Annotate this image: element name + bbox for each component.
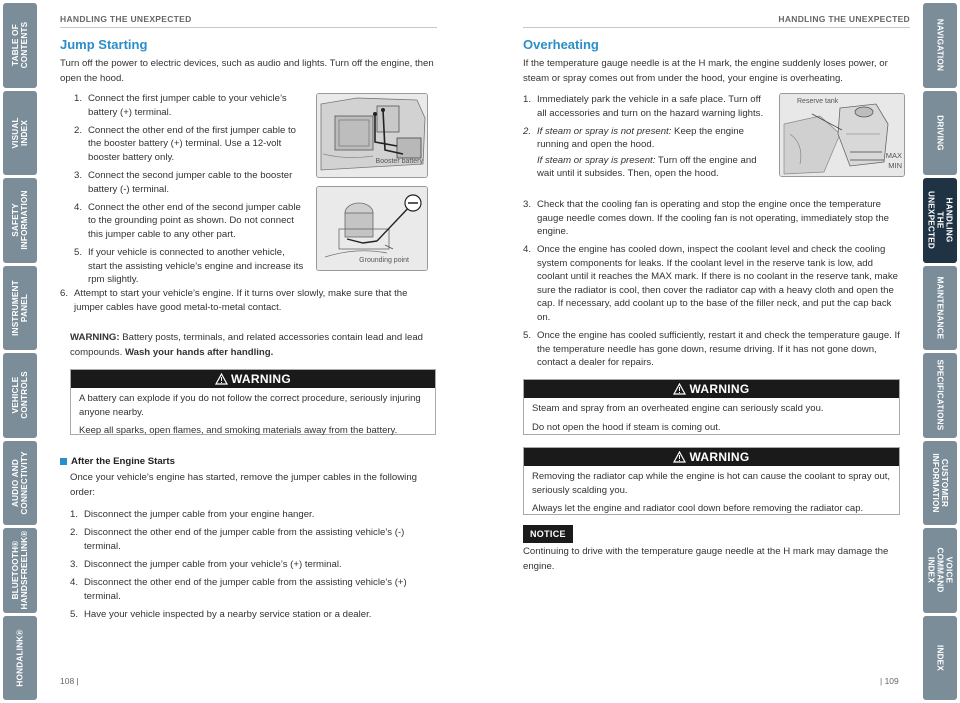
tab-label: TABLE OF CONTENTS xyxy=(11,21,29,69)
radiator-cap-warning-box xyxy=(523,447,900,515)
list-item: 1. Immediately park the vehicle in a safe place. Turn off all accessories and turn on the hazard warning lights. xyxy=(523,94,764,119)
booster-battery-figure xyxy=(316,93,428,178)
warning-text: A battery can explode if you do not follow the correct procedure, seriously injuring anyone nearby. xyxy=(79,393,421,418)
list-item: 1. Disconnect the jumper cable from your engine hanger. xyxy=(70,509,315,520)
booster-battery-caption: Booster battery xyxy=(375,158,423,165)
list-item: 2. Disconnect the other end of the jumper cable from the assisting vehicle’s (-) terminal. xyxy=(70,527,405,552)
warning-text: Removing the radiator cap while the engine is hot can cause the coolant to spray out, seriously scalding you. xyxy=(532,471,891,496)
overheating-intro: If the temperature gauge needle is at the H mark, the engine suddenly loses power, or steam or spray comes out from under the hood, your engine is overheating. xyxy=(523,58,888,84)
tab-voice-command-index[interactable] xyxy=(923,528,957,613)
overheating-steps-top xyxy=(523,93,771,186)
warning-triangle-icon xyxy=(673,383,686,395)
list-item: 4. Once the engine has cooled down, inspect the coolant level and check the cooling system components for leaks. If the coolant level in the reserve tank is low, add coolant until it reaches the MAX mark. If there is no coolant in the reserve tank, make sure the radiator is cool, then cover the radiator cap with a heavy cloth and open the cap. If necessary, add coolant up to the base of the filler neck, and put the cap back on. xyxy=(523,244,899,323)
warning-bar xyxy=(524,448,899,466)
grounding-point-figure xyxy=(316,186,428,271)
warning-triangle-icon xyxy=(215,373,228,385)
right-page-number: | 109 xyxy=(880,676,899,686)
list-item: 3. Connect the second jumper cable to the booster battery (-) terminal. xyxy=(74,170,293,195)
tab-safety-information[interactable] xyxy=(3,178,37,263)
warning-bar xyxy=(524,380,899,398)
right-section-tabs xyxy=(920,0,960,703)
note-emphasis: Wash your hands after handling. xyxy=(124,346,274,358)
tab-vehicle-controls[interactable] xyxy=(3,353,37,438)
tab-instrument-panel[interactable] xyxy=(3,266,37,351)
list-item: 5. Once the engine has cooled sufficiently, restart it and check the temperature gauge. If the temperature needle has gone down, resume driving. If it has not gone down, contact a dealer for repairs. xyxy=(523,330,900,369)
tab-label: INSTRUMENT PANEL xyxy=(11,279,29,336)
tab-label: SPECIFICATIONS xyxy=(935,359,945,431)
note-label: WARNING: xyxy=(70,332,120,343)
list-item: 4. Disconnect the other end of the jumper cable from the assisting vehicle’s (+) terminal. xyxy=(70,577,407,602)
overheating-title: Overheating xyxy=(523,37,599,52)
tab-label: SAFETY INFORMATION xyxy=(11,190,29,250)
list-item: 2. If steam or spray is not present: Keep the engine running and open the hood. xyxy=(523,125,744,151)
note-text: Battery posts, terminals, and related accessories contain lead and lead compounds. xyxy=(70,332,424,358)
list-item: 3. Disconnect the jumper cable from your vehicle’s (+) terminal. xyxy=(70,559,342,571)
tab-label: NAVIGATION xyxy=(935,19,945,72)
tab-handling-the-unexpected[interactable] xyxy=(923,178,957,263)
jump-starting-title: Jump Starting xyxy=(60,37,148,52)
list-item: 4. Connect the other end of the second jumper cable to the grounding point as shown. Do not connect this jumper cable to any other part. xyxy=(74,201,301,240)
reserve-tank-illustration xyxy=(780,94,905,177)
min-mark-caption: MIN xyxy=(888,161,902,170)
warning-text: Steam and spray from an overheated engine can seriously scald you. xyxy=(532,403,824,414)
tab-customer-information[interactable] xyxy=(923,441,957,526)
warning-label: WARNING xyxy=(689,450,750,464)
list-item: 2. Connect the other end of the first jumper cable to the booster battery (+) terminal. Use a 12-volt booster battery only. xyxy=(74,124,296,163)
warning-text: Do not open the hood if steam is coming out. xyxy=(532,421,721,433)
tab-visual-index[interactable] xyxy=(3,91,37,176)
tab-label: DRIVING xyxy=(935,114,945,151)
tab-label: MAINTENANCE xyxy=(935,276,945,340)
list-item: 1. Connect the first jumper cable to your vehicle’s battery (+) terminal. xyxy=(74,93,287,118)
tab-maintenance[interactable] xyxy=(923,266,957,351)
left-section-tabs xyxy=(0,0,40,703)
grounding-point-caption: Grounding point xyxy=(359,257,409,264)
battery-warning-box xyxy=(70,369,436,435)
list-item: If steam or spray is present: Turn off the engine and wait until it subsides. Then, open the hood. xyxy=(537,154,757,180)
tab-index[interactable] xyxy=(923,616,957,701)
tab-label: BLUETOOTH® HANDSFREELINK® xyxy=(11,530,29,610)
warning-text: Keep all sparks, open flames, and smoking materials away from the battery. xyxy=(79,425,398,436)
list-item: 5. Have your vehicle inspected by a nearby service station or a dealer. xyxy=(70,609,372,621)
after-steps xyxy=(70,508,438,626)
tab-audio-connectivity[interactable] xyxy=(3,441,37,526)
tab-driving[interactable] xyxy=(923,91,957,176)
tab-navigation[interactable] xyxy=(923,3,957,88)
right-page-header: HANDLING THE UNEXPECTED xyxy=(778,14,910,24)
tab-label: HONDALINK® xyxy=(15,629,25,687)
warning-body xyxy=(71,388,435,442)
max-mark-caption: MAX xyxy=(885,151,902,160)
warning-body xyxy=(524,466,899,520)
section-bullet-icon xyxy=(60,458,67,465)
header-divider xyxy=(523,27,910,28)
tab-bluetooth-handsfreelink[interactable] xyxy=(3,528,37,613)
list-item: 5. If your vehicle is connected to another vehicle, start the assisting vehicle’s engine and increase its rpm slightly. xyxy=(74,247,304,286)
warning-label: WARNING xyxy=(230,372,292,386)
warning-label: WARNING xyxy=(689,382,750,396)
steam-warning-box xyxy=(523,379,900,435)
reserve-tank-caption: Reserve tank xyxy=(797,98,839,105)
notice-text: Continuing to drive with the temperature gauge needle at the H mark may damage the engine. xyxy=(523,546,889,572)
tab-label: VOICE COMMAND INDEX xyxy=(926,547,954,593)
tab-specifications[interactable] xyxy=(923,353,957,438)
notice-tag: NOTICE xyxy=(523,525,573,543)
tab-table-of-contents[interactable] xyxy=(3,3,37,88)
left-page-header: HANDLING THE UNEXPECTED xyxy=(60,14,192,24)
tab-label: CUSTOMER INFORMATION xyxy=(931,453,949,513)
after-intro: Once your vehicle’s engine has started, remove the jumper cables in the following order: xyxy=(70,472,417,498)
left-page-number: 108 | xyxy=(60,676,79,686)
lead-warning-note xyxy=(70,331,436,360)
tab-label: INDEX xyxy=(935,644,945,671)
tab-label: AUDIO AND CONNECTIVITY xyxy=(11,451,29,515)
warning-body xyxy=(524,398,899,438)
warning-text: Always let the engine and radiator cool down before removing the radiator cap. xyxy=(532,503,864,514)
jump-intro: Turn off the power to electric devices, such as audio and lights. Turn off the engine, then open the hood. xyxy=(60,58,434,84)
after-engine-starts-heading: After the Engine Starts xyxy=(60,456,175,467)
jump-steps xyxy=(74,92,306,291)
overheating-steps xyxy=(523,198,901,374)
tab-label: HANDLING THE UNEXPECTED xyxy=(926,191,954,250)
jump-step-6 xyxy=(60,287,438,319)
list-item: 6. Attempt to start your vehicle’s engine. If it turns over slowly, make sure that the jumper cables have good metal-to-metal contact. xyxy=(60,288,408,313)
header-divider xyxy=(60,27,437,28)
tab-label: VISUAL INDEX xyxy=(11,117,29,149)
reserve-tank-figure xyxy=(779,93,905,177)
list-item: 3. Check that the cooling fan is operating and stop the engine once the temperature gauge needle comes down. If the cooling fan is not operating, immediately stop the engine. xyxy=(523,199,889,237)
tab-label: VEHICLE CONTROLS xyxy=(11,371,29,420)
tab-hondalink[interactable] xyxy=(3,616,37,701)
warning-bar xyxy=(71,370,435,388)
warning-triangle-icon xyxy=(673,451,686,463)
